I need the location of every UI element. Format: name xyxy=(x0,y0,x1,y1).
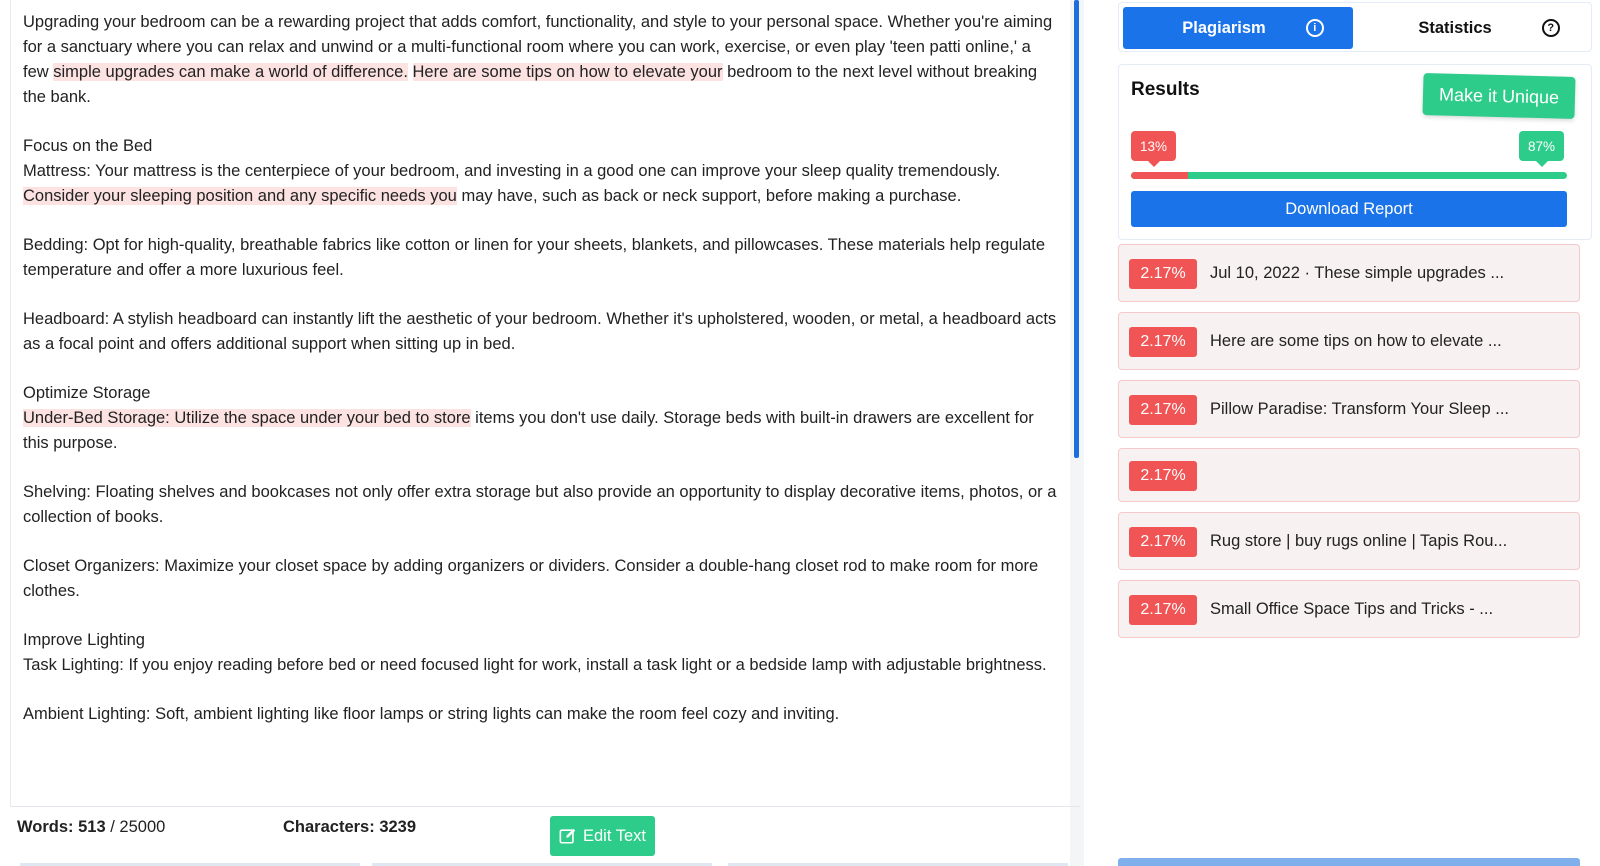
editor-paragraph xyxy=(23,134,1058,159)
plagiarism-progress-bar xyxy=(1131,172,1567,179)
paragraph-text: Improve Lighting xyxy=(23,631,145,649)
editor-paragraph xyxy=(23,159,1058,209)
source-title: Small Office Space Tips and Tricks - ... xyxy=(1210,600,1494,618)
source-percent-badge: 2.17% xyxy=(1129,461,1197,491)
editor-paragraph xyxy=(23,307,1058,357)
edit-icon xyxy=(559,827,577,845)
source-percent-badge: 2.17% xyxy=(1129,595,1197,625)
char-count-value: 3239 xyxy=(379,818,417,836)
paragraph-text: Shelving: Floating shelves and bookcases not only offer extra storage but also provide an opportunity to display decorative items, photos, or a collection of books. xyxy=(23,483,1057,526)
paragraph-text: Mattress: Your mattress is the centerpiece of your bedroom, and investing in a good one can improve your sleep quality tremendously. xyxy=(23,162,1001,180)
editor-panel xyxy=(10,0,1088,866)
editor-divider xyxy=(10,806,1080,807)
tab-statistics-label: Statistics xyxy=(1418,18,1492,37)
plagiarized-highlight: Under-Bed Storage: Utilize the space under your bed to store xyxy=(23,409,471,427)
char-count-label: Characters: xyxy=(283,818,375,836)
paragraph-text: Focus on the Bed xyxy=(23,137,153,155)
char-count xyxy=(283,818,416,837)
source-title: Jul 10, 2022 · These simple upgrades ... xyxy=(1210,264,1505,282)
paragraph-text: Closet Organizers: Maximize your closet space by adding organizers or dividers. Consider a double-hang closet rod to make room for more clothes. xyxy=(23,557,1039,600)
source-list xyxy=(1118,244,1592,648)
editor-paragraph xyxy=(23,381,1058,406)
source-item[interactable] xyxy=(1118,244,1580,302)
source-percent-badge: 2.17% xyxy=(1129,327,1197,357)
plagiarized-highlight: Consider your sleeping position and any specific needs you xyxy=(23,187,457,205)
word-count-label: Words: xyxy=(17,818,74,836)
unique-percent-badge xyxy=(1519,131,1564,161)
tab-plagiarism-label: Plagiarism xyxy=(1182,18,1266,37)
unique-percent: 87% xyxy=(1528,138,1556,154)
paragraph-text: may have, such as back or neck support, before making a purchase. xyxy=(456,187,962,205)
paragraph-text: Bedding: Opt for high-quality, breathable fabrics like cotton or linen for your sheets, blankets, and pillowcases. These materials help regulate temperature and offer a more luxurious feel. xyxy=(23,236,1046,279)
paragraph-text: Ambient Lighting: Soft, ambient lighting like floor lamps or string lights can make the room feel cozy and inviting. xyxy=(23,705,840,723)
source-item[interactable] xyxy=(1118,380,1580,438)
source-title: Rug store | buy rugs online | Tapis Rou... xyxy=(1210,532,1508,550)
plagiarized-percent: 13% xyxy=(1140,138,1168,154)
editor-paragraph xyxy=(23,233,1058,283)
editor-paragraph xyxy=(23,10,1058,110)
plagiarism-progress-fill xyxy=(1131,172,1188,179)
plagiarized-highlight: Here are some tips on how to elevate your xyxy=(412,63,723,81)
results-card xyxy=(1118,64,1592,240)
info-icon[interactable]: i xyxy=(1306,19,1324,37)
editor-paragraph xyxy=(23,653,1058,678)
paragraph-text: Upgrading your bedroom can be a rewarding project that adds comfort, functionality, and style to your personal space. Whether you're aiming for a sanctuary where you can relax and unwind or a multi-functional room where you can work, exercise, or even play 'teen patti online,' a few xyxy=(23,13,1053,81)
paragraph-text: Headboard: A stylish headboard can instantly lift the aesthetic of your bedroom. Whether it's upholstered, wooden, or metal, a headboard acts as a focal point and offers additional support when sitting up in bed. xyxy=(23,310,1057,353)
source-item[interactable] xyxy=(1118,312,1580,370)
editor-paragraph xyxy=(23,628,1058,653)
plagiarized-highlight: simple upgrades can make a world of difference. xyxy=(53,63,408,81)
results-title: Results xyxy=(1131,79,1200,100)
paragraph-text: items you don't use daily. Storage beds with built-in drawers are excellent for this purpose. xyxy=(23,409,1034,452)
paragraph-text: Optimize Storage xyxy=(23,384,151,402)
sidebar-bottom-button[interactable] xyxy=(1118,858,1580,866)
source-percent-badge: 2.17% xyxy=(1129,259,1197,289)
results-sidebar xyxy=(1110,0,1600,866)
word-count-limit: / 25000 xyxy=(110,818,166,836)
editor-paragraph xyxy=(23,406,1058,456)
sidebar-tabs xyxy=(1118,2,1592,52)
paragraph-text xyxy=(408,63,413,81)
tab-statistics[interactable] xyxy=(1359,7,1589,49)
download-report-button[interactable]: Download Report xyxy=(1131,191,1567,227)
paragraph-text: Task Lighting: If you enjoy reading before bed or need focused light for work, install a task light or a bedside lamp with adjustable brightness. xyxy=(23,656,1047,674)
editor-textarea[interactable] xyxy=(10,0,1070,806)
source-title: Pillow Paradise: Transform Your Sleep ... xyxy=(1210,400,1509,418)
make-it-unique-button[interactable]: Make it Unique xyxy=(1422,73,1575,119)
paragraph-text: bedroom to the next level without breaking the bank. xyxy=(23,63,1038,106)
edit-text-button[interactable] xyxy=(550,816,655,856)
tab-plagiarism[interactable] xyxy=(1123,7,1353,49)
word-count-value: 513 xyxy=(78,818,106,836)
edit-text-label: Edit Text xyxy=(583,826,646,845)
editor-paragraph xyxy=(23,702,1058,727)
source-percent-badge: 2.17% xyxy=(1129,527,1197,557)
source-item[interactable] xyxy=(1118,512,1580,570)
editor-paragraph xyxy=(23,554,1058,604)
source-percent-badge: 2.17% xyxy=(1129,395,1197,425)
source-item[interactable] xyxy=(1118,580,1580,638)
source-item[interactable] xyxy=(1118,448,1580,502)
source-title: Here are some tips on how to elevate ... xyxy=(1210,332,1502,350)
word-count xyxy=(17,818,165,837)
help-icon[interactable]: ? xyxy=(1542,19,1560,37)
plagiarized-percent-badge xyxy=(1131,131,1176,161)
editor-paragraph xyxy=(23,480,1058,530)
